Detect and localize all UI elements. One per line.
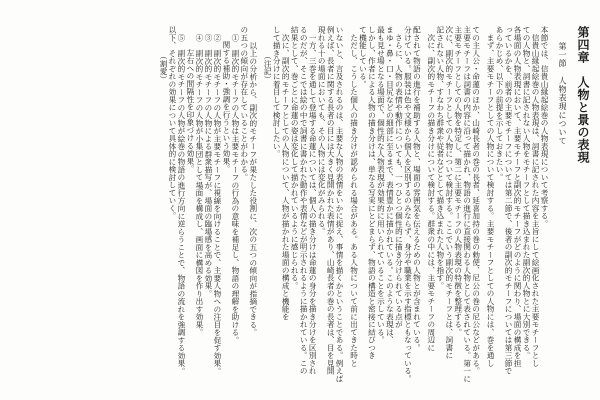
body-line: ての主人公・命蓮のほか、山崎長者の巻の長者、延喜加持の巻の勅使、尼公の巻の尼公などがある。 [471, 26, 481, 375]
list-item-continued: 左右への間隔性を印象づける効果。 [185, 41, 195, 173]
body-line: るのだが、そこでは絵の中で詞書に書かれた動作や表情などが明示されるように描かれている。この [299, 26, 309, 375]
body-line: 次に、副次的モチーフとしての人物について、人物が描かれた場面の構成と機能を [281, 26, 291, 321]
body-line: 次に、副次的モチーフの描き分けについて検討する。群衆の中には、主要モチーフの周辺に [426, 26, 436, 352]
list-item: ③ 副次的モチーフの人物による群衆描写が、場面の臨場感を高める効果。 [203, 33, 213, 297]
body-line: 次に、副次的モチーフとしての人物について検討する。ここでいう副次的モチーフとは、詞書に [444, 26, 454, 360]
body-line: 本節では、信貴山縁起絵巻の人物表現について考察する。 [540, 26, 549, 228]
body-line: の五つの傾向が存在していることがわかる。 [239, 26, 249, 181]
body-line: 配されて物語の進行を補助する人物と、場面の雰囲気を伝えるための人物とが含まれている。 [412, 26, 422, 352]
note-heading: （注記） [263, 52, 273, 83]
list-item: ④ 副次的モチーフの人物が小集団として場面を構成し、画面に構図を作り出す効果。 [194, 33, 204, 336]
body-line: まゆ・鼻・口・目尻などの細部に至るまで、表情豊かに描かれている。このような表現は、 [385, 26, 395, 344]
body-line: して描き分けに着目して検討したい。 [272, 26, 282, 158]
body-line: 以下、それぞれの効果について具体的に検討していく。 [167, 26, 177, 220]
list-item: ② 副次的モチーフの人物が主要モチーフに視線を向けることで、主要人物への注目を促す効果。 [212, 33, 222, 375]
body-line: っているかを、前者の主要モチーフについては第二節で、後者の副次的モチーフについては第三節で [504, 26, 514, 375]
list-item: ⑤ 副次的モチーフの人物が絵巻の物語の進行方向に逆らうことで、物語の流れを強調する効果。 [176, 33, 186, 375]
body-line: 主要モチーフとしての人物を特定し、第二に主要モチーフの人物表現の特徴を整理する。 [453, 26, 463, 336]
body-line: あらかじめ、以下の前提を示しておきたい。 [495, 26, 505, 181]
body-line: て機能している。 [358, 26, 368, 88]
chapter-title: 第四章 人物と景の表現 [576, 26, 590, 164]
omission-note: （割愛） [159, 52, 168, 83]
body-line: 記されない人物、すなわち群衆や従者などとして描き込まれた人物を指す。 [435, 26, 445, 290]
body-line: さらに、人物の表情や動作についても、一つひとつ個性的に描き分けられている点が [394, 26, 404, 329]
body-line: ての人物と、詞書に記されない人物をモチーフとして描き込まれた副次的人物とに大別できる。 [522, 26, 532, 360]
body-line: 現れる十の場面においても、その人物には変化がみられる。 [317, 26, 327, 236]
body-line: 以上の分析から、副次的モチーフが果たした役割に、次の五つの傾向が指摘できる。 [248, 33, 258, 336]
list-item: ① 副次的モチーフの人物は主要モチーフの行為の意味を補足し、物語の理解を助ける。 [230, 33, 240, 344]
body-line: 分けている。服装は色や文様から個人を区別するのみならず、身分や職業を示す指標ともなっている。 [403, 26, 413, 383]
body-line: 各場面の人物表現において、主要モチーフと副次的モチーフがどのように関わり、場面の構成を担 [513, 26, 523, 367]
body-line: ただし、こうした個人の描き分けが認められる場合がある。ある人物について前に出てきた時と [349, 26, 359, 367]
section-title: 第一節 人物表現について [558, 42, 567, 146]
list-item-continued: 関する補助・強調を行うという効果。 [221, 41, 231, 173]
body-line: 一方、三巻を通して登場する命蓮については、個人の描き分けは命蓮の身分を描き分けを区別され [308, 26, 318, 375]
body-line: 信貴山縁起絵巻の人物表現は、詞書に記された内容を主旨にして絵画化された主要モチーフとし [531, 26, 541, 367]
body-line: 主要モチーフは詞書の内容に沿って描かれ、物語の進行に直接関わる人物として表されている。第一に [462, 26, 472, 383]
body-line: 結果として、巻ごとに命蓮の姿は変化して描かれているように感じられる。 [290, 26, 300, 290]
body-line: 例えば、長者に関する長者の目には大きく見開かれた表情があり、山崎長者の巻の長者は、目を見開 [326, 26, 336, 375]
body-line: いないと、言及されるのは、主要な人物の表情をいかに捉え、事情を描くかということである。例えば [335, 26, 345, 383]
body-line: しかし、作者による人物の描き分けは、単なる写実にとどまらず、物語の構造と密接に結びつき [367, 26, 377, 360]
body-line: 最も見せ場となる場面で、個性的な人物表現が効果的に用いられていることを示している。 [376, 26, 386, 344]
body-line: まず、主要モチーフとしての人物について検討する。主要モチーフとしての人物には、巻を通し [486, 26, 496, 367]
